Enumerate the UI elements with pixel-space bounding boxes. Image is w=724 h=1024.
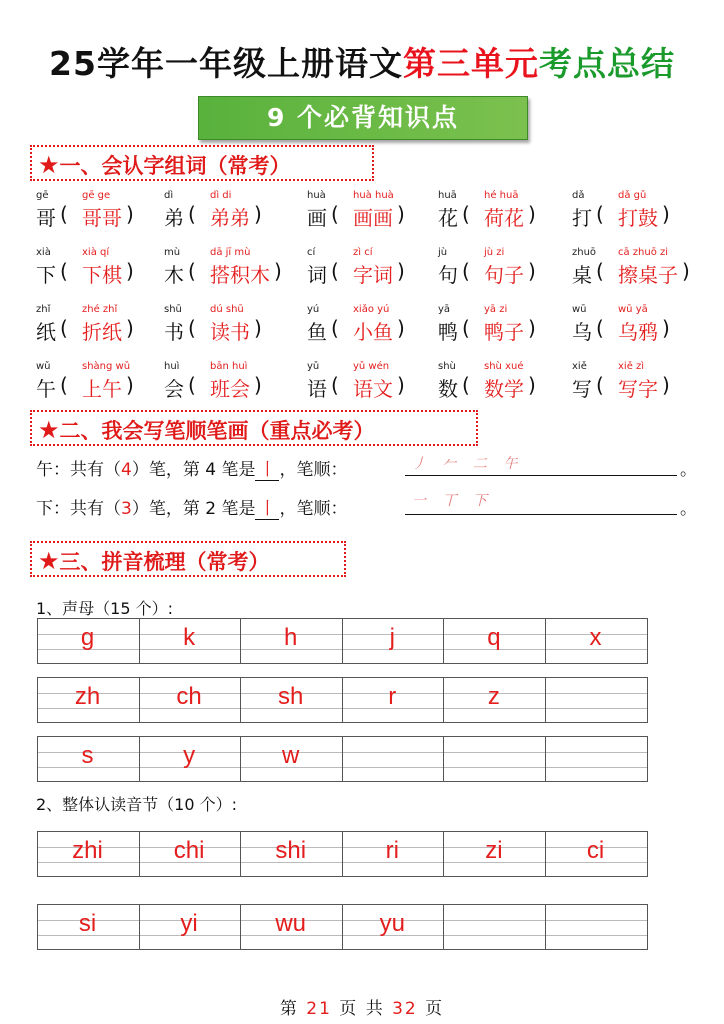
char-pinyin: yú [307, 304, 320, 315]
char-word-cell [307, 361, 447, 411]
char-word-cell [572, 304, 712, 354]
paren-left: ( [462, 316, 470, 340]
pinyin-cell: shi [275, 837, 307, 864]
word-pinyin: shàng wǔ [82, 361, 131, 372]
pinyin-cell: y [183, 742, 196, 769]
char-word-cell [572, 361, 712, 411]
word-pinyin: shù xué [484, 361, 524, 372]
char: 乌 [572, 320, 592, 344]
word: 擦桌子 [618, 263, 678, 287]
stroke-item-1 [36, 455, 347, 481]
char: 打 [572, 206, 592, 230]
char: 鸭 [438, 320, 458, 344]
word: 写字 [618, 377, 658, 401]
stroke-char: 下 [36, 499, 53, 519]
page-total: 32 [392, 999, 418, 1019]
paren-right: ) [397, 202, 405, 226]
pinyin-cell: q [487, 624, 501, 651]
cell-divider [647, 618, 648, 664]
stroke-text: ）笔，第 2 笔是 [131, 499, 256, 519]
word-pinyin: hé huā [484, 190, 519, 201]
footer-text: 页 [417, 999, 445, 1019]
pinyin-cell: zhi [72, 837, 103, 864]
page-number: 21 [306, 999, 332, 1019]
word: 搭积木 [210, 263, 270, 287]
cell-divider [647, 831, 648, 877]
stroke-char: 午 [36, 460, 53, 480]
paren-left: ( [60, 373, 68, 397]
word: 弟弟 [210, 206, 250, 230]
word: 班会 [210, 377, 250, 401]
paren-left: ( [188, 373, 196, 397]
char-word-cell [164, 304, 304, 354]
pinyin-cell: k [183, 624, 196, 651]
word: 上午 [82, 377, 122, 401]
cell-divider [647, 904, 648, 950]
pinyin-cell: z [487, 683, 500, 710]
char-word-cell [438, 190, 578, 240]
section-3-heading [30, 541, 346, 577]
word: 鸭子 [484, 320, 524, 344]
word-pinyin: zì cí [353, 247, 373, 258]
pinyin-cell: r [388, 683, 397, 710]
char-word-cell [36, 247, 176, 297]
word: 数学 [484, 377, 524, 401]
char-pinyin: mù [164, 247, 181, 258]
char-word-cell [164, 190, 304, 240]
cell-divider [443, 736, 444, 782]
char-word-cell [36, 304, 176, 354]
word-pinyin: huà huà [353, 190, 394, 201]
char: 纸 [36, 320, 56, 344]
stroke-count: 3 [121, 499, 132, 519]
cell-divider [342, 736, 343, 782]
stroke-answer: 丨 [255, 455, 279, 481]
pinyin-row [37, 618, 647, 664]
paren-left: ( [596, 259, 604, 283]
pinyin-cell: sh [278, 683, 304, 710]
footer-text: 页 共 [331, 999, 393, 1019]
word-pinyin: yǔ wén [353, 361, 390, 372]
char: 木 [164, 263, 184, 287]
paren-left: ( [596, 316, 604, 340]
paren-left: ( [331, 373, 339, 397]
char: 数 [438, 377, 458, 401]
word-pinyin: dì di [210, 190, 232, 201]
char-pinyin: dì [164, 190, 174, 201]
word: 荷花 [484, 206, 524, 230]
word-pinyin: cā zhuō zi [618, 247, 669, 258]
section-2-title: 二、我会写笔顺笔画（重点必考） [59, 419, 375, 443]
paren-left: ( [596, 202, 604, 226]
page-title [0, 42, 724, 86]
pinyin-cell: ci [586, 837, 605, 864]
word-pinyin: xiě zì [618, 361, 645, 372]
word: 打鼓 [618, 206, 658, 230]
title-part-2: 第三单元 [402, 44, 539, 83]
pinyin-cell: x [589, 624, 602, 651]
paren-right: ) [126, 373, 134, 397]
char-word-cell [164, 361, 304, 411]
pinyin-row [37, 677, 647, 723]
paren-right: ) [662, 316, 670, 340]
char-pinyin: yā [438, 304, 451, 315]
page-footer [0, 994, 724, 1019]
char-pinyin: xià [36, 247, 51, 258]
word: 小鱼 [353, 320, 393, 344]
word-pinyin: dǎ gǔ [618, 190, 647, 201]
char: 鱼 [307, 320, 327, 344]
stroke-end: 。 [680, 499, 697, 519]
paren-right: ) [254, 202, 262, 226]
word: 读书 [210, 320, 250, 344]
word: 折纸 [82, 320, 122, 344]
paren-right: ) [126, 316, 134, 340]
stroke-count: 4 [121, 460, 132, 480]
pinyin-cell: s [81, 742, 94, 769]
pinyin-cell: zh [74, 683, 101, 710]
char-word-cell [438, 304, 578, 354]
pinyin-cell: h [284, 624, 298, 651]
char: 哥 [36, 206, 56, 230]
char-word-cell [438, 361, 578, 411]
pinyin-row [37, 831, 647, 877]
paren-left: ( [188, 316, 196, 340]
pinyin-cell: si [78, 910, 97, 937]
char-pinyin: gē [36, 190, 49, 201]
word-pinyin: dú shū [210, 304, 244, 315]
char-word-cell [36, 190, 176, 240]
stroke-text: ：共有（ [53, 460, 121, 480]
stroke-order-answer: 一 丅 下 [412, 493, 493, 509]
pinyin-cell: ri [385, 837, 399, 864]
word: 句子 [484, 263, 524, 287]
char-pinyin: huā [438, 190, 457, 201]
char: 花 [438, 206, 458, 230]
title-part-3: 考点总结 [538, 44, 675, 83]
stroke-item-2 [36, 494, 347, 520]
paren-right: ) [528, 373, 536, 397]
word-pinyin: jù zi [484, 247, 505, 258]
stroke-order-line [405, 514, 677, 515]
pinyin-cell: yu [379, 910, 405, 937]
word-pinyin: dā jī mù [210, 247, 251, 258]
char-pinyin: xiě [572, 361, 587, 372]
cell-divider [647, 736, 648, 782]
pinyin-cell: wu [275, 910, 307, 937]
stroke-answer: 丨 [255, 494, 279, 520]
char-pinyin: huà [307, 190, 326, 201]
char: 画 [307, 206, 327, 230]
char: 弟 [164, 206, 184, 230]
pinyin-cell: chi [173, 837, 205, 864]
char-word-cell [307, 190, 447, 240]
char-pinyin: huì [164, 361, 180, 372]
paren-right: ) [126, 202, 134, 226]
paren-left: ( [596, 373, 604, 397]
char: 午 [36, 377, 56, 401]
paren-right: ) [528, 259, 536, 283]
paren-left: ( [188, 202, 196, 226]
word: 乌鸦 [618, 320, 658, 344]
char-pinyin: shū [164, 304, 182, 315]
paren-left: ( [60, 202, 68, 226]
char: 词 [307, 263, 327, 287]
cell-divider [647, 677, 648, 723]
pinyin-cell: g [80, 624, 95, 651]
pinyin-cell: yi [180, 910, 198, 937]
paren-right: ) [274, 259, 282, 283]
stroke-text: ，笔顺： [279, 499, 348, 519]
paren-right: ) [397, 373, 405, 397]
stroke-end: 。 [680, 460, 697, 480]
paren-right: ) [528, 316, 536, 340]
paren-left: ( [462, 373, 470, 397]
char-word-cell [572, 190, 712, 240]
paren-left: ( [60, 259, 68, 283]
char: 会 [164, 377, 184, 401]
char-pinyin: shù [438, 361, 456, 372]
stroke-text: ：共有（ [53, 499, 121, 519]
cell-divider [545, 677, 546, 723]
paren-right: ) [397, 259, 405, 283]
pinyin-row [37, 736, 647, 782]
char-word-cell [164, 247, 304, 297]
star-icon: ★ [38, 547, 60, 575]
paren-left: ( [331, 259, 339, 283]
paren-left: ( [331, 202, 339, 226]
stroke-order-answer: 丿 𠂉 二 午 [412, 456, 524, 472]
footer-text: 第 [279, 999, 307, 1019]
paren-left: ( [462, 259, 470, 283]
paren-right: ) [126, 259, 134, 283]
star-icon: ★ [38, 416, 60, 444]
word: 语文 [353, 377, 393, 401]
char: 语 [307, 377, 327, 401]
char-word-cell [36, 361, 176, 411]
char-pinyin: dǎ [572, 190, 585, 201]
word-pinyin: xiǎo yú [353, 304, 390, 315]
word: 画画 [353, 206, 393, 230]
cell-divider [545, 904, 546, 950]
pinyin-cell: j [389, 624, 395, 651]
paren-left: ( [331, 316, 339, 340]
paren-right: ) [528, 202, 536, 226]
char-word-cell [307, 304, 447, 354]
word-pinyin: gē ge [82, 190, 111, 201]
paren-left: ( [60, 316, 68, 340]
paren-right: ) [254, 316, 262, 340]
word: 哥哥 [82, 206, 122, 230]
stroke-text: ）笔，第 4 笔是 [131, 460, 256, 480]
char-pinyin: jù [438, 247, 448, 258]
char-pinyin: yǔ [307, 361, 320, 372]
cell-divider [545, 736, 546, 782]
word-pinyin: xià qí [82, 247, 110, 258]
paren-right: ) [662, 202, 670, 226]
paren-left: ( [462, 202, 470, 226]
section-2-heading [30, 410, 478, 446]
paren-right: ) [397, 316, 405, 340]
cell-divider [443, 904, 444, 950]
char-word-cell [307, 247, 447, 297]
pinyin-cell: ch [176, 683, 202, 710]
char: 写 [572, 377, 592, 401]
section-1-title: 一、会认字组词（常考） [59, 154, 291, 178]
section-3-title: 三、拼音梳理（常考） [59, 550, 270, 574]
paren-left: ( [188, 259, 196, 283]
char-pinyin: wǔ [36, 361, 51, 372]
char-word-cell [438, 247, 578, 297]
char: 桌 [572, 263, 592, 287]
char: 下 [36, 263, 56, 287]
star-icon: ★ [38, 151, 60, 179]
char-pinyin: wū [572, 304, 587, 315]
word-pinyin: wū yā [618, 304, 648, 315]
stroke-order-line [405, 475, 677, 476]
shengmu-label: 1、声母（15 个）: [36, 599, 174, 618]
pinyin-cell: zi [485, 837, 503, 864]
pinyin-cell: w [282, 742, 300, 769]
zhengti-label: 2、整体认读音节（10 个）: [36, 795, 238, 814]
char-word-cell [572, 247, 712, 297]
word: 下棋 [82, 263, 122, 287]
stroke-text: ，笔顺： [279, 460, 348, 480]
section-1-heading [30, 145, 374, 181]
word: 字词 [353, 263, 393, 287]
title-part-1: 25学年一年级上册语文 [49, 44, 403, 83]
char: 书 [164, 320, 184, 344]
paren-right: ) [662, 373, 670, 397]
subtitle-banner: 9 个必背知识点 [198, 96, 528, 140]
paren-right: ) [682, 259, 690, 283]
char-pinyin: zhǐ [36, 304, 51, 315]
char-pinyin: zhuō [572, 247, 597, 258]
word-pinyin: zhé zhǐ [82, 304, 118, 315]
word-pinyin: bān huì [210, 361, 248, 372]
paren-right: ) [254, 373, 262, 397]
char-pinyin: cí [307, 247, 316, 258]
pinyin-row [37, 904, 647, 950]
char: 句 [438, 263, 458, 287]
word-pinyin: yā zi [484, 304, 508, 315]
